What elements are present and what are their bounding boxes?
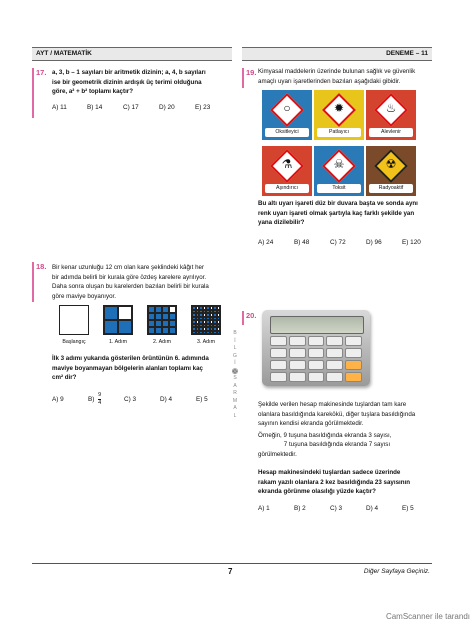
explosion-icon: ✹ <box>333 101 345 115</box>
q20-option-e[interactable]: E) 5 <box>402 505 414 512</box>
hazard-sign-5 <box>314 146 364 196</box>
brand-letter: ❁ <box>231 366 239 376</box>
grid-cell <box>169 327 176 334</box>
q18-question-line-2: maviye boyanmayan bölgelerin alanları toplamı kaç <box>52 364 203 372</box>
scanner-watermark: CamScanner ile tarandı <box>385 612 470 621</box>
q18-option-b-denominator: 4 <box>98 399 102 406</box>
q19-question-line-2: renk uyarı işareti olmak şartıyla kaç farklı şekilde yan <box>258 209 415 217</box>
page-number: 7 <box>228 567 233 576</box>
q20-options <box>258 505 432 512</box>
radiation-icon: ☢ <box>385 157 397 171</box>
q20-option-b[interactable]: B) 2 <box>294 505 306 512</box>
q17-marker <box>32 68 34 118</box>
q20-option-d[interactable]: D) 4 <box>366 505 379 512</box>
calculator-key <box>289 348 306 358</box>
q19-question-line-1: Bu altı uyarı işareti düz bir duvara başta ve sonda aynı <box>258 200 418 207</box>
grid-cell <box>148 306 155 313</box>
grid-cell <box>162 306 169 313</box>
calculator-key <box>345 348 362 358</box>
q18-question-line-3: cm² dir? <box>52 374 77 382</box>
caption-step-2: 2. Adım <box>153 339 171 345</box>
grid-cell <box>217 331 221 335</box>
q20-line-3: sayının kendisi ekranda görülmektedir. <box>258 420 364 428</box>
header-right-bar <box>242 47 432 61</box>
q17-option-c[interactable]: C) 17 <box>123 104 139 111</box>
q17-number: 17. <box>36 68 47 77</box>
calculator-key <box>345 336 362 346</box>
q18-option-e[interactable]: E) 5 <box>196 395 208 403</box>
q18-option-d[interactable]: D) 4 <box>160 395 173 403</box>
center-brand-column <box>231 330 239 420</box>
hazard-label: Patlayıcı <box>317 128 361 137</box>
hazard-label: Aşındırıcı <box>265 184 309 193</box>
calculator-key <box>270 348 287 358</box>
brand-letter: B <box>233 330 237 336</box>
calculator-key <box>345 360 362 370</box>
q17-text <box>52 68 227 97</box>
hazard-label: Oksitleyici <box>265 128 309 137</box>
calculator-key <box>308 348 325 358</box>
grid-cell <box>148 313 155 320</box>
brand-letter: L <box>233 345 237 351</box>
calculator-key <box>345 372 362 382</box>
calculator-key <box>270 360 287 370</box>
q17-options <box>52 104 225 111</box>
brand-letter: A <box>233 405 237 411</box>
header-left-bar <box>32 47 232 61</box>
q18-option-c[interactable]: C) 3 <box>124 395 137 403</box>
q20-line-4: Örneğin, 9 tuşuna basıldığında ekranda 3 sayısı, <box>258 431 392 439</box>
hazard-label: Radyoaktif <box>369 184 413 193</box>
q19-option-a[interactable]: A) 24 <box>258 239 274 246</box>
subject-title: AYT / MATEMATİK <box>36 50 92 57</box>
calculator-key <box>308 360 325 370</box>
q17-line-1: a, 3, b – 1 sayıları bir aritmetik dizinin; a, 4, b sayıları <box>52 69 206 76</box>
grid-cell <box>148 327 155 334</box>
q18-number: 18. <box>36 262 47 271</box>
q20-marker <box>242 311 244 325</box>
grid-cell <box>155 320 162 327</box>
q20-question-line-2: rakam yazılı olanlara 2 kez basıldığında 23 sayısının <box>258 478 411 486</box>
calculator-key <box>289 372 306 382</box>
q19-line-2: amaçlı uyarı işaretlerinden bazıları aşağıdaki gibidir. <box>258 77 401 85</box>
q20-text <box>258 400 436 460</box>
q19-number: 19. <box>246 68 257 77</box>
calculator-key <box>308 336 325 346</box>
brand-letter: A <box>233 382 237 389</box>
brand-letter: G <box>233 352 237 359</box>
q20-question-line-1: Hesap makinesindeki tuşlardan sadece üzerinde <box>258 469 401 476</box>
q18-option-b-letter: B) <box>88 395 95 403</box>
calculator-key <box>326 336 343 346</box>
step-start-square <box>59 305 89 335</box>
grid-cell <box>169 306 176 313</box>
q20-question-line-3: ekranda görünme olasılığı yüzde kaçtır? <box>258 488 376 496</box>
q19-option-d[interactable]: D) 96 <box>366 239 382 246</box>
footer-rule <box>32 563 432 564</box>
q17-line-3: göre, a² + b² toplamı kaçtır? <box>52 88 133 96</box>
q20-option-a[interactable]: A) 1 <box>258 505 270 512</box>
q20-option-c[interactable]: C) 3 <box>330 505 343 512</box>
q18-text <box>52 263 230 301</box>
calculator-key <box>270 372 287 382</box>
grid-cell <box>162 313 169 320</box>
q18-question <box>52 354 230 383</box>
brand-letter: L <box>233 412 237 419</box>
q20-line-5: 7 tuşuna basıldığında ekranda 7 sayısı <box>258 441 391 449</box>
brand-letter: R <box>233 390 237 396</box>
hazard-sign-6 <box>366 146 416 196</box>
brand-letter: S <box>233 375 237 381</box>
q17-option-d[interactable]: D) 20 <box>159 104 175 111</box>
calculator-illustration <box>262 310 370 386</box>
corrosion-icon: ⚗ <box>281 157 293 171</box>
q19-marker <box>242 68 244 88</box>
brand-letter: İ <box>234 337 236 344</box>
hazard-label: Alevlenir <box>369 128 413 137</box>
q18-line-1: Bir kenar uzunluğu 12 cm olan kare şeklindeki kâğıt her <box>52 264 205 271</box>
q20-line-2: olanlara basıldığında karekökü, diğer tuşlara basıldığında <box>258 410 416 418</box>
test-title: DENEME – 11 <box>386 50 428 57</box>
hazard-sign-3 <box>366 90 416 140</box>
hazard-sign-2 <box>314 90 364 140</box>
next-page-note: Diğer Sayfaya Geçiniz. <box>363 568 430 575</box>
q18-line-4: göre maviye boyanıyor. <box>52 292 116 300</box>
q18-question-line-1: İlk 3 adımı yukarıda gösterilen örüntünün 6. adımında <box>52 355 209 362</box>
grid-cell <box>162 320 169 327</box>
calculator-key <box>326 360 343 370</box>
grid-cell <box>169 320 176 327</box>
q18-option-a[interactable]: A) 9 <box>52 395 64 403</box>
caption-step-3: 3. Adım <box>197 339 215 345</box>
grid-cell <box>162 327 169 334</box>
q18-marker <box>32 262 34 302</box>
calculator-key <box>326 372 343 382</box>
skull-icon: ☠ <box>333 157 345 171</box>
q19-text <box>258 67 433 86</box>
calculator-screen <box>270 316 364 334</box>
step-3-square <box>191 305 221 335</box>
q17-option-b[interactable]: B) 14 <box>87 104 103 111</box>
q20-line-6: görülmektedir. <box>258 450 297 458</box>
q18-line-2: bir adımda belirli bir kurala göre özdeş karelere ayrılıyor. <box>52 273 207 281</box>
flame-over-circle-icon: ○ <box>283 101 291 115</box>
q20-line-1: Şekilde verilen hesap makinesinde tuşlardan tam kare <box>258 401 407 408</box>
q17-option-e[interactable]: E) 23 <box>195 104 211 111</box>
calculator-key <box>289 336 306 346</box>
q18-option-b[interactable] <box>88 392 124 406</box>
calculator-keypad <box>270 336 362 382</box>
calculator-key <box>270 336 287 346</box>
q17-option-a[interactable]: A) 11 <box>52 104 67 111</box>
q17-line-2: ise bir geometrik dizinin ardışık üç terimi olduğuna <box>52 78 202 86</box>
q18-option-b-fraction <box>98 392 101 406</box>
q18-options <box>52 392 226 406</box>
grid-cell <box>169 313 176 320</box>
flame-icon: ♨ <box>385 101 397 115</box>
caption-step-1: 1. Adım <box>109 339 127 345</box>
q19-question <box>258 199 436 228</box>
q19-option-c[interactable]: C) 72 <box>330 239 346 246</box>
q20-number: 20. <box>246 311 257 320</box>
q18-option-b-numerator: 9 <box>98 392 102 398</box>
calculator-key <box>308 372 325 382</box>
grid-cell <box>155 306 162 313</box>
hazard-sign-4 <box>262 146 312 196</box>
hazard-label: Toksit <box>317 184 361 193</box>
calculator-key <box>326 348 343 358</box>
step-2-square <box>147 305 177 335</box>
q19-line-1: Kimyasal maddelerin üzerinde bulunan sağlık ve güvenlik <box>258 68 416 75</box>
brand-letter: M <box>232 397 238 404</box>
q20-question <box>258 468 436 497</box>
caption-start: Başlangıç <box>62 339 86 345</box>
q19-options <box>258 239 436 246</box>
brand-letter: İ <box>234 360 236 366</box>
grid-cell <box>148 320 155 327</box>
q19-option-b[interactable]: B) 48 <box>294 239 310 246</box>
grid-cell <box>155 327 162 334</box>
calculator-key <box>289 360 306 370</box>
hazard-sign-1 <box>262 90 312 140</box>
q19-question-line-3: yana dizilebilir? <box>258 219 305 227</box>
q19-option-e[interactable]: E) 120 <box>402 239 421 246</box>
step-1-square <box>103 305 133 335</box>
grid-cell <box>155 313 162 320</box>
q18-line-3: Daha sonra oluşan bu karelerden bazıları belirli bir kurala <box>52 283 209 291</box>
